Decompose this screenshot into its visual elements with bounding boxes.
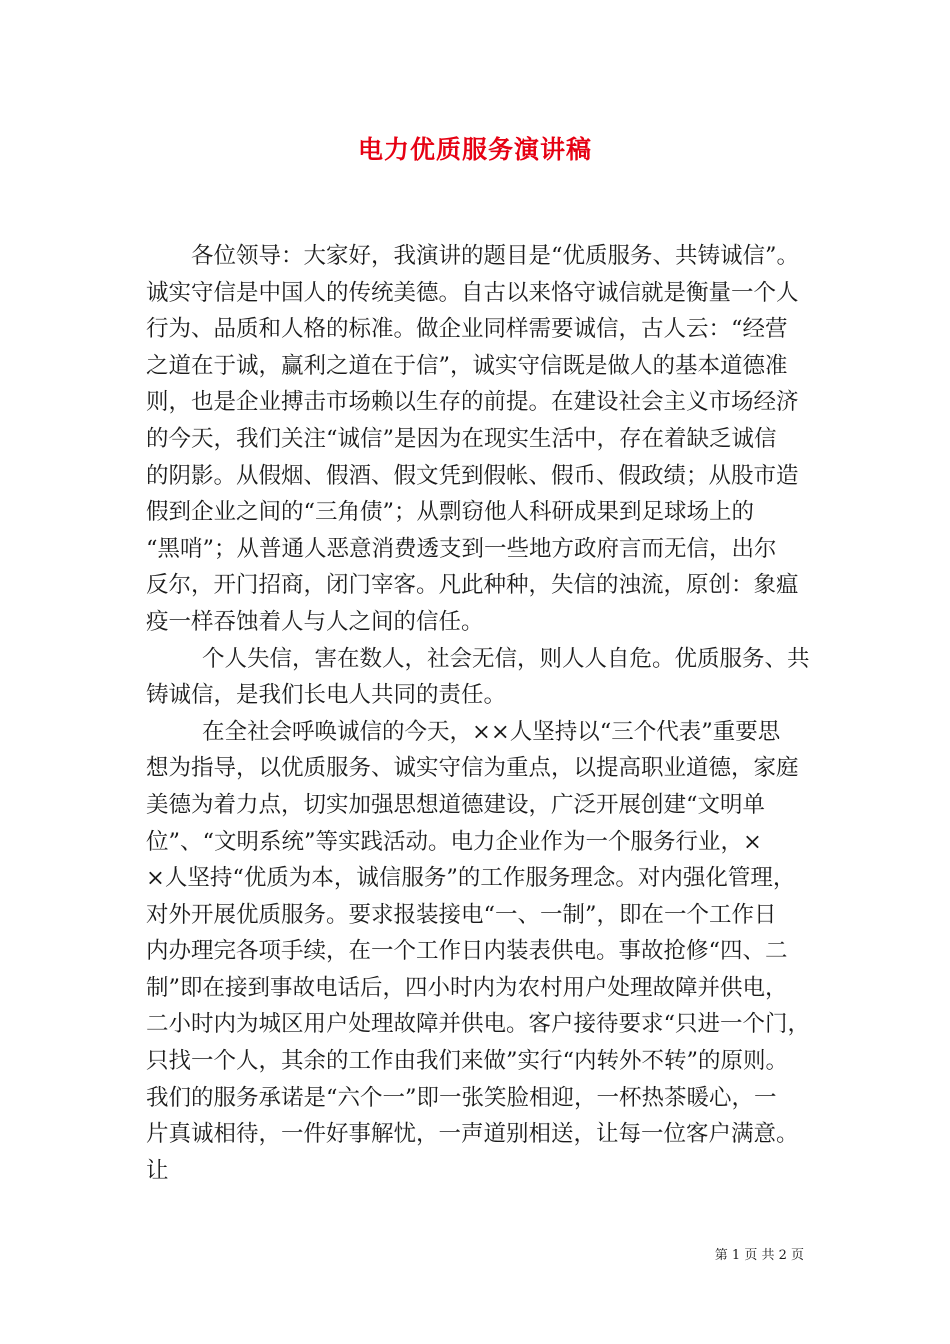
text-line: 假到企业之间的“三角债”；从剽窃他人科研成果到足球场上的	[146, 499, 755, 526]
text-line: 美德为着力点，切实加强思想道德建设，广泛开展创建“文明单	[146, 791, 766, 818]
document-body	[146, 238, 826, 1189]
text-line: 二小时内为城区用户处理故障并供电。客户接待要求“只进一个门，	[146, 1011, 811, 1038]
page-title: 电力优质服务演讲稿	[357, 135, 592, 164]
text-line: 则，也是企业搏击市场赖以生存的前提。在建设社会主义市场经济	[146, 389, 799, 416]
text-line: 对外开展优质服务。要求报装接电“一、一制”，即在一个工作日	[146, 901, 777, 928]
text-line: 反尔，开门招商，闭门宰客。凡此种种，失信的浊流，原创：象瘟	[146, 572, 799, 599]
text-line: 让	[146, 1157, 169, 1184]
text-line: 制”即在接到事故电话后，四小时内为农村用户处理故障并供电，	[146, 974, 788, 1001]
text-line: 诚实守信是中国人的传统美德。自古以来恪守诚信就是衡量一个人	[146, 279, 799, 306]
text-line: 在全社会呼唤诚信的今天，××人坚持以“三个代表”重要思	[202, 718, 781, 745]
text-line: 疫一样吞蚀着人与人之间的信任。	[146, 608, 484, 635]
text-line: 的今天，我们关注“诚信”是因为在现实生活中，存在着缺乏诚信	[146, 425, 777, 452]
text-line: 各位领导：大家好，我演讲的题目是“优质服务、共铸诚信”。	[191, 243, 800, 269]
text-line: ×人坚持“优质为本，诚信服务”的工作服务理念。对内强化管理，	[146, 865, 796, 892]
text-line: 我们的服务承诺是“六个一”即一张笑脸相迎，一杯热茶暖心，一	[146, 1084, 777, 1111]
text-line: 之道在于诚，赢利之道在于信”，诚实守信既是做人的基本道德准	[146, 352, 788, 379]
page-footer: 第 1 页 共 2 页	[714, 1248, 804, 1263]
text-line: 想为指导，以优质服务、诚实守信为重点，以提高职业道德，家庭	[146, 755, 799, 782]
text-line: 个人失信，害在数人，社会无信，则人人自危。优质服务、共	[202, 645, 810, 672]
text-line: 只找一个人，其余的工作由我们来做”实行“内转外不转”的原则。	[146, 1048, 789, 1075]
text-line: 片真诚相待，一件好事解忧，一声道别相送，让每一位客户满意。	[146, 1121, 799, 1148]
text-line: 行为、品质和人格的标准。做企业同样需要诚信，古人云：“经营	[146, 316, 788, 343]
text-line: 铸诚信，是我们长电人共同的责任。	[146, 682, 507, 709]
text-line: 位”、“文明系统”等实践活动。电力企业作为一个服务行业，×	[146, 828, 762, 855]
text-line: 的阴影。从假烟、假酒、假文凭到假帐、假币、假政绩；从股市造	[146, 462, 799, 489]
text-line: “黑哨”；从普通人恶意消费透支到一些地方政府言而无信，出尔	[146, 535, 777, 562]
text-line: 内办理完各项手续，在一个工作日内装表供电。事故抢修“四、二	[146, 938, 788, 965]
